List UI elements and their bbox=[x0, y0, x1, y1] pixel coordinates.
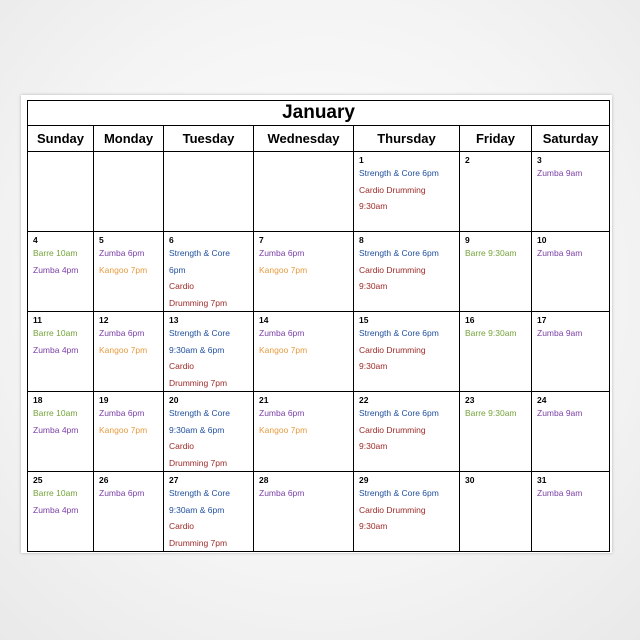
calendar-body bbox=[28, 152, 610, 552]
class-event: 9:30am bbox=[359, 281, 388, 291]
class-event: Cardio bbox=[169, 441, 195, 451]
class-event: Zumba 9am bbox=[537, 488, 583, 498]
day-cell-6[interactable] bbox=[164, 232, 254, 312]
class-event: Zumba 9am bbox=[537, 168, 583, 178]
class-event: Strength & Core 6pm bbox=[359, 408, 439, 418]
day-cell-2[interactable] bbox=[460, 152, 532, 232]
week-row bbox=[28, 232, 610, 312]
class-event: Zumba 6pm bbox=[99, 248, 145, 258]
day-cell-24[interactable] bbox=[532, 392, 610, 472]
class-event: Zumba 9am bbox=[537, 248, 583, 258]
day-cell-9[interactable] bbox=[460, 232, 532, 312]
day-cell-11[interactable] bbox=[28, 312, 94, 392]
day-cell-1[interactable] bbox=[354, 152, 460, 232]
class-event: Zumba 6pm bbox=[259, 328, 305, 338]
day-cell-14[interactable] bbox=[254, 312, 354, 392]
class-event: Strength & Core bbox=[169, 248, 230, 258]
day-number: 4 bbox=[33, 235, 38, 245]
day-number: 20 bbox=[169, 395, 179, 405]
day-cell-12[interactable] bbox=[94, 312, 164, 392]
day-cell-4[interactable] bbox=[28, 232, 94, 312]
class-event: Cardio bbox=[169, 361, 195, 371]
class-event: Barre 10am bbox=[33, 408, 78, 418]
class-event: Cardio Drumming bbox=[359, 424, 426, 435]
day-number: 5 bbox=[99, 235, 104, 245]
day-number: 16 bbox=[465, 315, 475, 325]
class-event: Barre 10am bbox=[33, 328, 78, 338]
day-number: 9 bbox=[465, 235, 470, 245]
class-event: Strength & Core 6pm bbox=[359, 488, 439, 498]
class-event: Strength & Core bbox=[169, 408, 230, 418]
day-cell-29[interactable] bbox=[354, 472, 460, 552]
day-cell-8[interactable] bbox=[354, 232, 460, 312]
day-cell-3[interactable] bbox=[532, 152, 610, 232]
day-number: 30 bbox=[465, 475, 475, 485]
class-event: Cardio Drumming bbox=[359, 184, 426, 195]
day-number: 14 bbox=[259, 315, 269, 325]
day-number: 11 bbox=[33, 315, 42, 325]
week-row bbox=[28, 392, 610, 472]
day-number: 24 bbox=[537, 395, 547, 405]
day-cell-empty bbox=[28, 152, 94, 232]
day-number: 2 bbox=[465, 155, 470, 165]
class-event: Zumba 4pm bbox=[33, 344, 79, 355]
class-event: Zumba 4pm bbox=[33, 424, 79, 435]
day-number: 10 bbox=[537, 235, 547, 245]
day-cell-7[interactable] bbox=[254, 232, 354, 312]
class-event: Zumba 4pm bbox=[33, 264, 79, 275]
day-cell-26[interactable] bbox=[94, 472, 164, 552]
day-cell-28[interactable] bbox=[254, 472, 354, 552]
day-cell-16[interactable] bbox=[460, 312, 532, 392]
weekday-wednesday: Wednesday bbox=[254, 126, 354, 152]
day-number: 31 bbox=[537, 475, 547, 485]
month-calendar bbox=[27, 100, 610, 552]
class-event: Zumba 9am bbox=[537, 328, 583, 338]
day-number: 18 bbox=[33, 395, 43, 405]
class-event: Kangoo 7pm bbox=[99, 424, 148, 435]
class-event: Kangoo 7pm bbox=[259, 424, 308, 435]
day-number: 29 bbox=[359, 475, 369, 485]
weekday-friday: Friday bbox=[460, 126, 532, 152]
class-event: Drumming 7pm bbox=[169, 457, 228, 468]
weekday-monday: Monday bbox=[94, 126, 164, 152]
day-cell-10[interactable] bbox=[532, 232, 610, 312]
class-event: Cardio Drumming bbox=[359, 504, 426, 515]
day-cell-25[interactable] bbox=[28, 472, 94, 552]
class-event: Strength & Core 6pm bbox=[359, 168, 439, 178]
class-event: Cardio Drumming bbox=[359, 344, 426, 355]
day-number: 17 bbox=[537, 315, 547, 325]
class-event: Barre 9:30am bbox=[465, 328, 517, 338]
class-event: Cardio Drumming bbox=[359, 264, 426, 275]
week-row bbox=[28, 472, 610, 552]
day-cell-22[interactable] bbox=[354, 392, 460, 472]
day-cell-19[interactable] bbox=[94, 392, 164, 472]
class-event: Drumming 7pm bbox=[169, 297, 228, 308]
class-event: Zumba 9am bbox=[537, 408, 583, 418]
class-event: Drumming 7pm bbox=[169, 377, 228, 388]
week-row bbox=[28, 312, 610, 392]
class-event: Strength & Core 6pm bbox=[359, 248, 439, 258]
weekday-header-row bbox=[28, 126, 610, 152]
day-number: 28 bbox=[259, 475, 269, 485]
weekday-sunday: Sunday bbox=[28, 126, 94, 152]
class-event: 9:30am bbox=[359, 201, 388, 211]
class-event: Kangoo 7pm bbox=[99, 344, 148, 355]
class-event: 9:30am bbox=[359, 521, 388, 531]
day-number: 19 bbox=[99, 395, 109, 405]
class-event: Cardio bbox=[169, 281, 195, 291]
day-number: 1 bbox=[359, 155, 364, 165]
class-event: Cardio bbox=[169, 521, 195, 531]
class-event: Kangoo 7pm bbox=[99, 264, 148, 275]
day-number: 15 bbox=[359, 315, 369, 325]
class-event: Zumba 6pm bbox=[99, 488, 145, 498]
day-cell-empty bbox=[94, 152, 164, 232]
class-event: Kangoo 7pm bbox=[259, 344, 308, 355]
class-event: Barre 9:30am bbox=[465, 248, 517, 258]
class-event: Strength & Core 6pm bbox=[359, 328, 439, 338]
class-event: 9:30am & 6pm bbox=[169, 344, 225, 355]
day-number: 25 bbox=[33, 475, 43, 485]
day-cell-15[interactable] bbox=[354, 312, 460, 392]
day-cell-17[interactable] bbox=[532, 312, 610, 392]
day-number: 7 bbox=[259, 235, 264, 245]
day-cell-5[interactable] bbox=[94, 232, 164, 312]
day-cell-27[interactable] bbox=[164, 472, 254, 552]
class-event: Zumba 4pm bbox=[33, 504, 79, 515]
week-row bbox=[28, 152, 610, 232]
class-event: Zumba 6pm bbox=[99, 408, 145, 418]
day-cell-empty bbox=[254, 152, 354, 232]
day-number: 23 bbox=[465, 395, 475, 405]
class-event: Strength & Core bbox=[169, 328, 230, 338]
day-cell-31[interactable] bbox=[532, 472, 610, 552]
month-title: January bbox=[28, 101, 610, 126]
day-number: 3 bbox=[537, 155, 542, 165]
day-number: 21 bbox=[259, 395, 269, 405]
day-number: 13 bbox=[169, 315, 179, 325]
class-event: Zumba 6pm bbox=[259, 488, 305, 498]
day-cell-30[interactable] bbox=[460, 472, 532, 552]
day-cell-23[interactable] bbox=[460, 392, 532, 472]
day-number: 27 bbox=[169, 475, 179, 485]
class-event: 6pm bbox=[169, 264, 186, 275]
class-event: Strength & Core bbox=[169, 488, 230, 498]
weekday-thursday: Thursday bbox=[354, 126, 460, 152]
class-event: Zumba 6pm bbox=[259, 408, 305, 418]
class-event: Drumming 7pm bbox=[169, 537, 228, 548]
class-event: 9:30am bbox=[359, 361, 388, 371]
day-number: 6 bbox=[169, 235, 174, 245]
day-number: 22 bbox=[359, 395, 369, 405]
day-cell-20[interactable] bbox=[164, 392, 254, 472]
class-event: 9:30am & 6pm bbox=[169, 504, 225, 515]
day-cell-empty bbox=[164, 152, 254, 232]
class-event: Barre 10am bbox=[33, 248, 78, 258]
class-event: 9:30am bbox=[359, 441, 388, 451]
class-event: Zumba 6pm bbox=[99, 328, 145, 338]
day-cell-18[interactable] bbox=[28, 392, 94, 472]
day-cell-21[interactable] bbox=[254, 392, 354, 472]
day-number: 12 bbox=[99, 315, 109, 325]
class-event: Zumba 6pm bbox=[259, 248, 305, 258]
class-event: Barre 10am bbox=[33, 488, 78, 498]
class-event: 9:30am & 6pm bbox=[169, 424, 225, 435]
class-event: Kangoo 7pm bbox=[259, 264, 308, 275]
day-number: 26 bbox=[99, 475, 109, 485]
day-cell-13[interactable] bbox=[164, 312, 254, 392]
weekday-saturday: Saturday bbox=[532, 126, 610, 152]
weekday-tuesday: Tuesday bbox=[164, 126, 254, 152]
day-number: 8 bbox=[359, 235, 364, 245]
class-event: Barre 9:30am bbox=[465, 408, 517, 418]
